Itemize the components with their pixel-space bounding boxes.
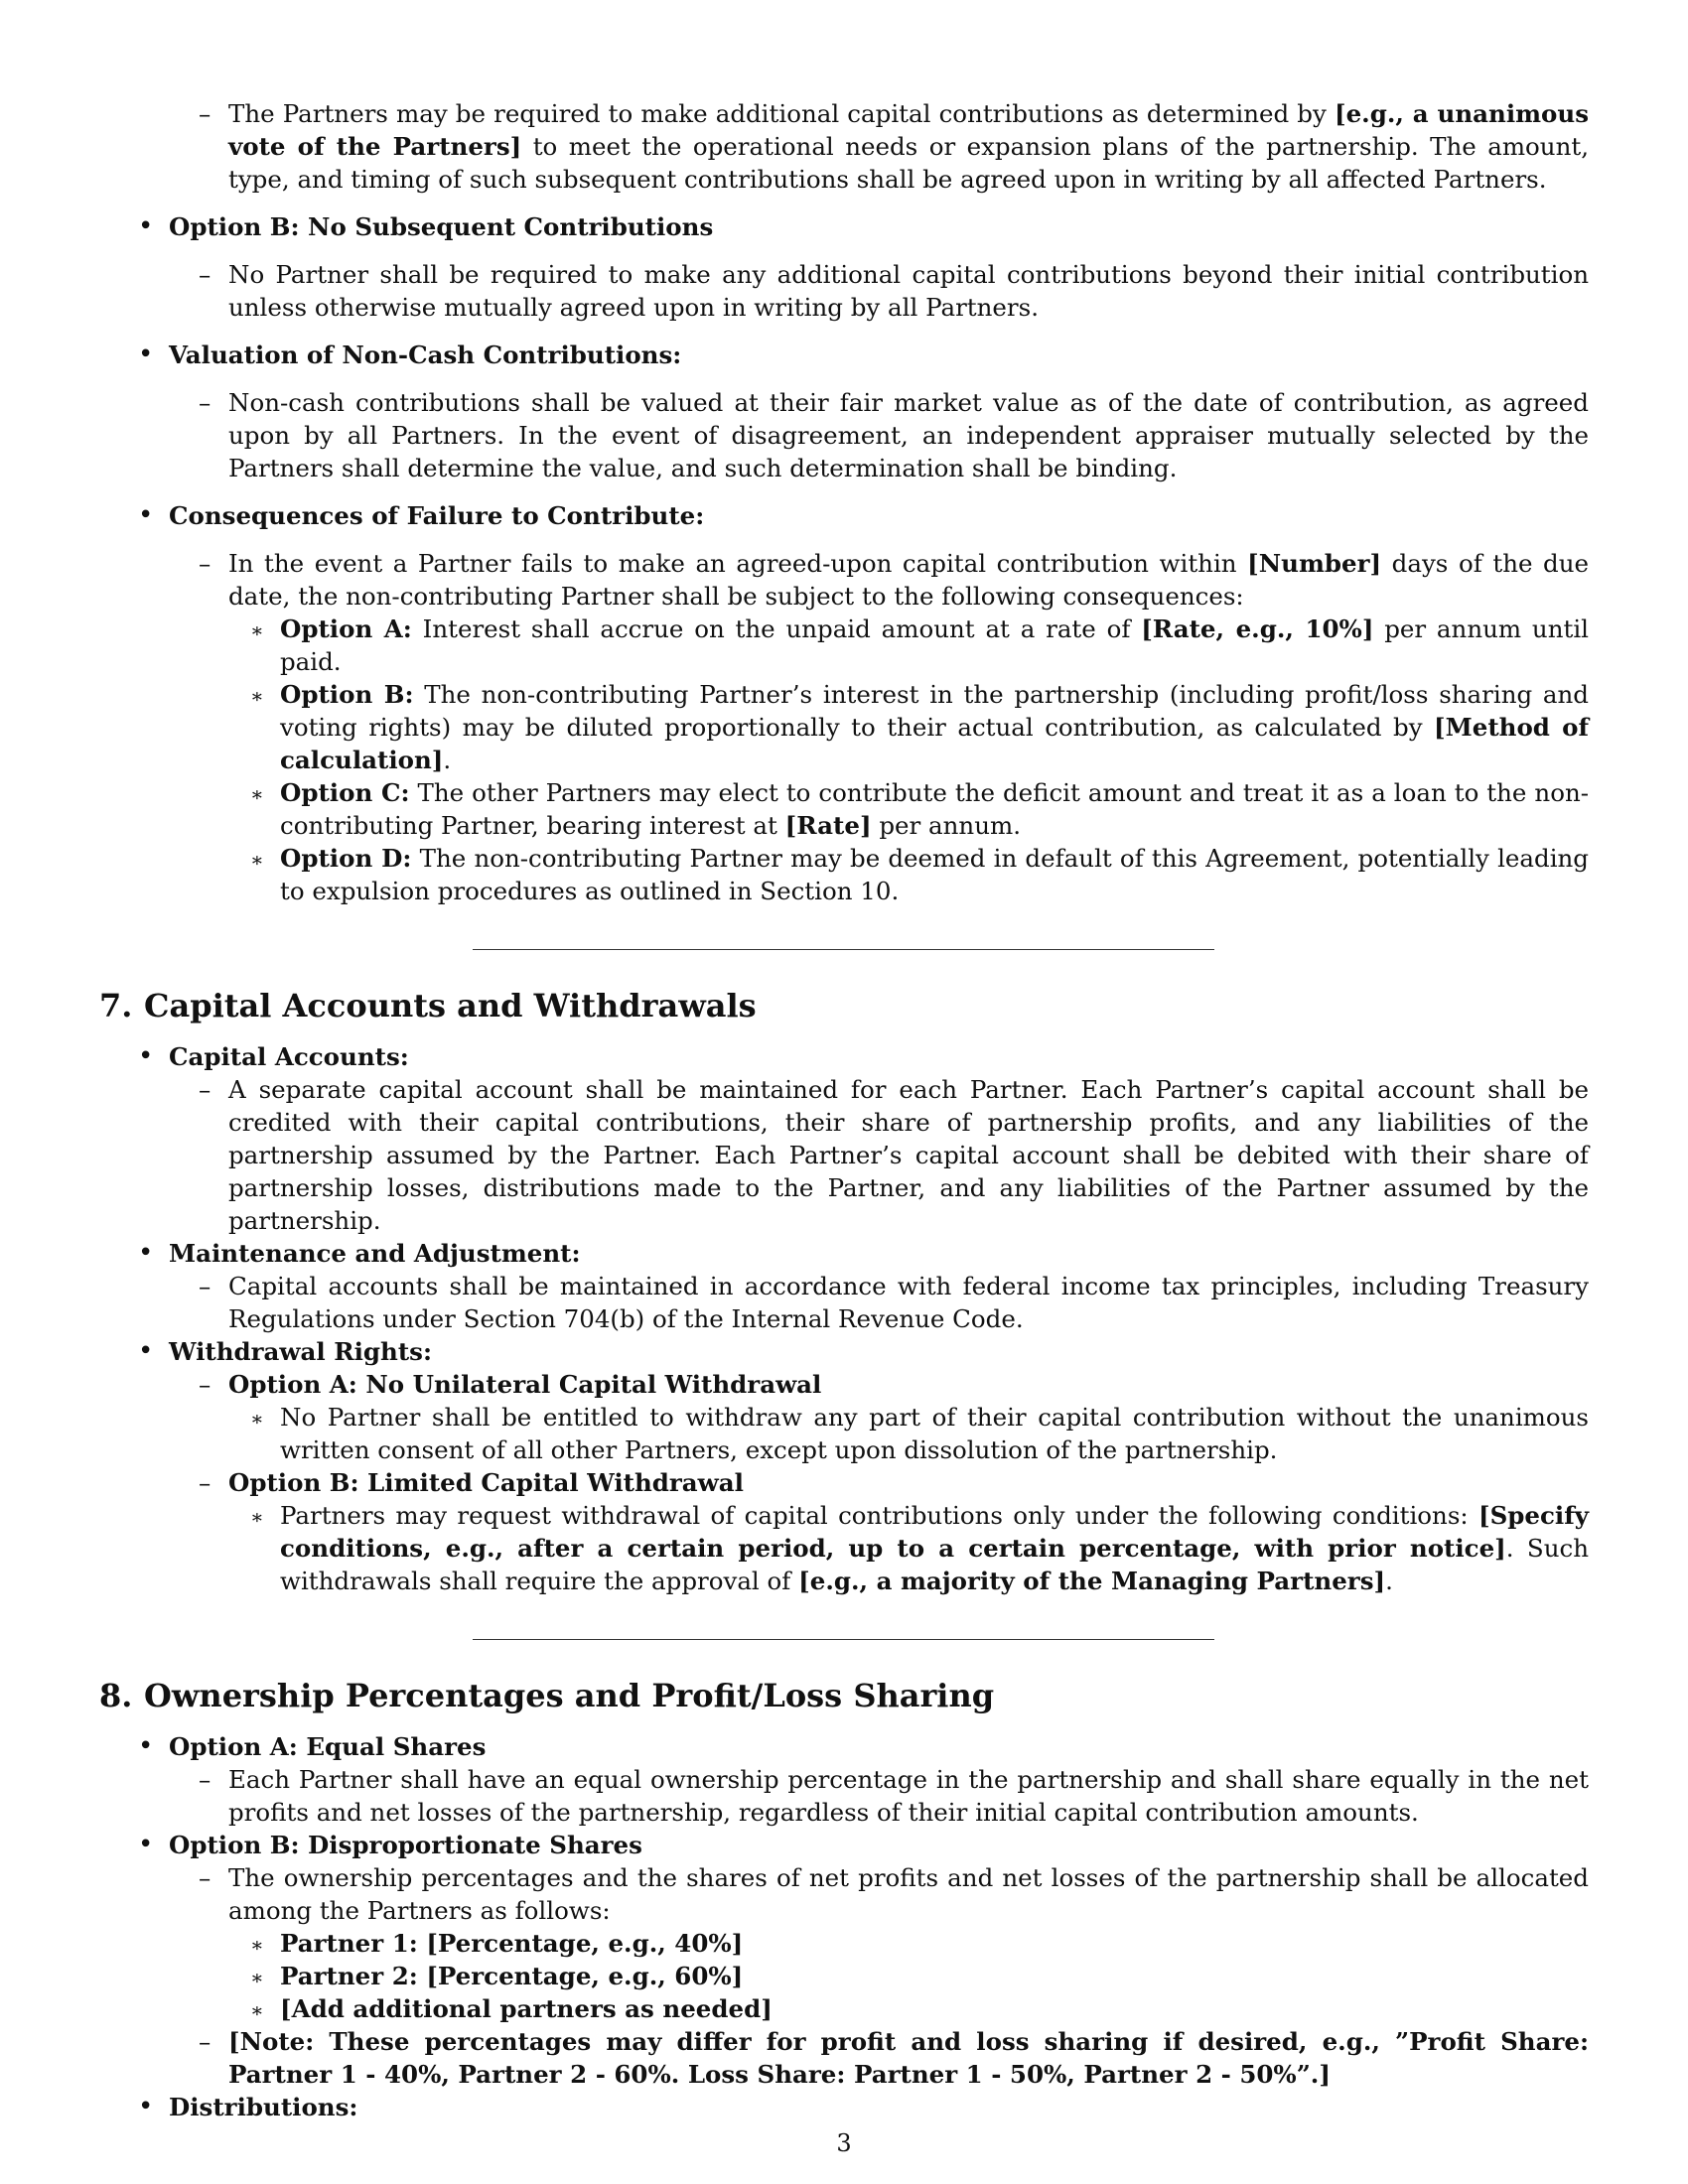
item-text: . Such withdrawals shall require the approval of: [280, 1534, 1589, 1595]
list-item: [138, 1040, 1589, 1073]
asterisk-marker: ∗: [250, 848, 264, 872]
asterisk-marker: ∗: [250, 782, 264, 806]
item-text: In the event a Partner fails to make an agreed-upon capital contribution within: [228, 549, 1248, 578]
item-title: Withdrawal Rights:: [169, 1337, 433, 1366]
item-text: Partner 1: [Percentage, e.g., 40%]: [280, 1929, 744, 1958]
page-content: [99, 97, 1589, 2123]
placeholder-text: [e.g., a majority of the Managing Partners]: [798, 1567, 1386, 1595]
item-text: days of the due date, the non-contributing Partner shall be subject to the following consequences:: [228, 549, 1590, 611]
list-item: [250, 1401, 1589, 1466]
item-title: Valuation of Non-Cash Contributions:: [169, 341, 682, 369]
item-title: Option A: No Unilateral Capital Withdrawal: [228, 1370, 822, 1399]
asterisk-marker: ∗: [250, 618, 264, 642]
placeholder-text: [Rate]: [784, 811, 872, 840]
list-item: [138, 499, 1589, 532]
item-text: No Partner shall be required to make any additional capital contributions beyond their initial contribution unless otherwise mutually agreed upon in writing by all Partners.: [228, 260, 1589, 322]
list-item: [250, 1499, 1589, 1597]
item-text: per annum.: [871, 811, 1021, 840]
list-item: [250, 613, 1589, 678]
list-item: [138, 1829, 1589, 1861]
bullet-marker: •: [138, 500, 154, 530]
section-title: Capital Accounts and Withdrawals: [144, 987, 757, 1024]
dash-marker: –: [199, 1765, 211, 1794]
asterisk-marker: ∗: [250, 1505, 264, 1529]
item-label: Option D:: [280, 844, 412, 873]
list-item: [199, 1861, 1589, 1927]
bullet-marker: •: [138, 1041, 154, 1071]
item-title: Option B: Limited Capital Withdrawal: [228, 1468, 744, 1497]
note-text: [Note: These percentages may differ for profit and loss sharing if desired, e.g., ”Profit Share: Partner 1 - 40%, Partner 2 - 60%. Loss Share: Partner 1 - 50%, Partner 2 - 50%”.]: [228, 2027, 1589, 2089]
list-item: [250, 776, 1590, 842]
list-item: [138, 339, 1589, 371]
section-divider: [473, 1639, 1214, 1640]
item-title: Distributions:: [169, 2093, 358, 2121]
dash-marker: –: [199, 1272, 211, 1300]
section-title: Ownership Percentages and Profit/Loss Sharing: [144, 1677, 995, 1714]
list-item: [250, 1927, 1589, 1960]
bullet-marker: •: [138, 1731, 154, 1761]
dash-marker: –: [199, 260, 211, 289]
item-text: The non-contributing Partner’s interest in the partnership (including profit/loss sharing and voting rights) may be diluted proportionally to their actual contribution, as calculated by: [280, 680, 1589, 742]
placeholder-text: [Method of calculation]: [280, 713, 1590, 774]
section-heading: [99, 986, 1589, 1025]
section-divider: [473, 949, 1214, 950]
item-text: Partners may request withdrawal of capital contributions only under the following conditions:: [280, 1501, 1478, 1530]
list-item: [199, 258, 1589, 324]
section-heading: [99, 1676, 1589, 1715]
item-text: [Add additional partners as needed]: [280, 1994, 773, 2023]
bullet-marker: •: [138, 1336, 154, 1366]
list-item: [250, 842, 1589, 907]
placeholder-text: [Number]: [1247, 549, 1382, 578]
page-number: 3: [836, 2129, 852, 2157]
list-item: [199, 1466, 1589, 1499]
bullet-marker: •: [138, 211, 154, 241]
asterisk-marker: ∗: [250, 1933, 264, 1957]
item-text: Non-cash contributions shall be valued at their fair market value as of the date of contribution, as agreed upon by all Partners. In the event of disagreement, an independent appraiser mutually selected by the Partners shall determine the value, and such determination shall be binding.: [228, 388, 1589, 482]
bullet-marker: •: [138, 1830, 154, 1859]
section-number: 8.: [99, 1677, 133, 1714]
item-text: Interest shall accrue on the unpaid amount at a rate of: [411, 614, 1142, 643]
dash-marker: –: [199, 1468, 211, 1497]
placeholder-text: [e.g., a unanimous vote of the Partners]: [228, 99, 1590, 161]
asterisk-marker: ∗: [250, 1407, 264, 1431]
dash-marker: –: [199, 1370, 211, 1399]
item-text: Capital accounts shall be maintained in accordance with federal income tax principles, including Treasury Regulations under Section 704(b) of the Internal Revenue Code.: [228, 1272, 1589, 1333]
bullet-marker: •: [138, 340, 154, 369]
item-text: Each Partner shall have an equal ownership percentage in the partnership and shall share equally in the net profits and net losses of the partnership, regardless of their initial capital contribution amounts.: [228, 1765, 1589, 1827]
list-item: [250, 1960, 1589, 1992]
item-label: Option A:: [280, 614, 412, 643]
list-item: [250, 1992, 1589, 2025]
dash-marker: –: [199, 2027, 211, 2056]
item-text: to meet the operational needs or expansion plans of the partnership. The amount, type, and timing of such subsequent contributions shall be agreed upon in writing by all affected Partners.: [228, 132, 1589, 194]
item-text: .: [1385, 1567, 1393, 1595]
item-text: The ownership percentages and the shares of net profits and net losses of the partnership shall be allocated among the Partners as follows:: [228, 1863, 1589, 1925]
placeholder-text: [Specify conditions, e.g., after a certain period, up to a certain percentage, with prior notice]: [280, 1501, 1589, 1563]
item-label: Option B:: [280, 680, 414, 709]
list-item: [138, 1335, 1589, 1368]
dash-marker: –: [199, 388, 211, 417]
asterisk-marker: ∗: [250, 1998, 264, 2022]
placeholder-text: [Rate, e.g., 10%]: [1141, 614, 1374, 643]
list-item: [199, 547, 1590, 613]
item-text: Partner 2: [Percentage, e.g., 60%]: [280, 1962, 744, 1990]
item-text: A separate capital account shall be maintained for each Partner. Each Partner’s capital account shall be credited with their capital contributions, their share of partnership profits, and any liabilities of the partnership assumed by the Partner. Each Partner’s capital account shall be debited with their share of partnership losses, distributions made to the Partner, and any liabilities of the Partner assumed by the partnership.: [228, 1075, 1589, 1235]
asterisk-marker: ∗: [250, 684, 264, 708]
list-item: [199, 1073, 1589, 1237]
item-label: Option C:: [280, 778, 410, 807]
item-text: The Partners may be required to make additional capital contributions as determined by: [228, 99, 1335, 128]
asterisk-marker: ∗: [250, 1966, 264, 1989]
item-text: The other Partners may elect to contribute the deficit amount and treat it as a loan to the non-contributing Partner, bearing interest at: [280, 778, 1590, 840]
dash-marker: –: [199, 1075, 211, 1104]
dash-marker: –: [199, 549, 211, 578]
item-text: .: [443, 746, 452, 774]
list-item: [138, 1237, 1589, 1270]
list-item: [199, 1763, 1589, 1829]
list-item: [199, 386, 1589, 484]
list-item: [138, 1730, 1589, 1763]
item-title: Capital Accounts:: [169, 1042, 409, 1071]
bullet-marker: •: [138, 2092, 154, 2121]
item-title: Option B: Disproportionate Shares: [169, 1831, 642, 1859]
bullet-marker: •: [138, 1238, 154, 1268]
dash-marker: –: [199, 1863, 211, 1892]
item-title: Option A: Equal Shares: [169, 1732, 487, 1761]
item-title: Consequences of Failure to Contribute:: [169, 501, 705, 530]
list-item: [138, 2091, 1589, 2123]
item-text: per annum until paid.: [280, 614, 1589, 676]
item-title: Option B: No Subsequent Contributions: [169, 212, 714, 241]
list-item: [199, 97, 1590, 196]
list-item: [138, 210, 1589, 243]
dash-marker: –: [199, 99, 211, 128]
item-title: Maintenance and Adjustment:: [169, 1239, 581, 1268]
list-item: [199, 1270, 1589, 1335]
item-text: The non-contributing Partner may be deemed in default of this Agreement, potentially leading to expulsion procedures as outlined in Section 10.: [280, 844, 1589, 905]
list-item: [199, 2025, 1589, 2091]
list-item: [250, 678, 1590, 776]
item-text: No Partner shall be entitled to withdraw any part of their capital contribution without the unanimous written consent of all other Partners, except upon dissolution of the partnership.: [280, 1403, 1589, 1464]
section-number: 7.: [99, 987, 133, 1024]
list-item: [199, 1368, 1589, 1401]
